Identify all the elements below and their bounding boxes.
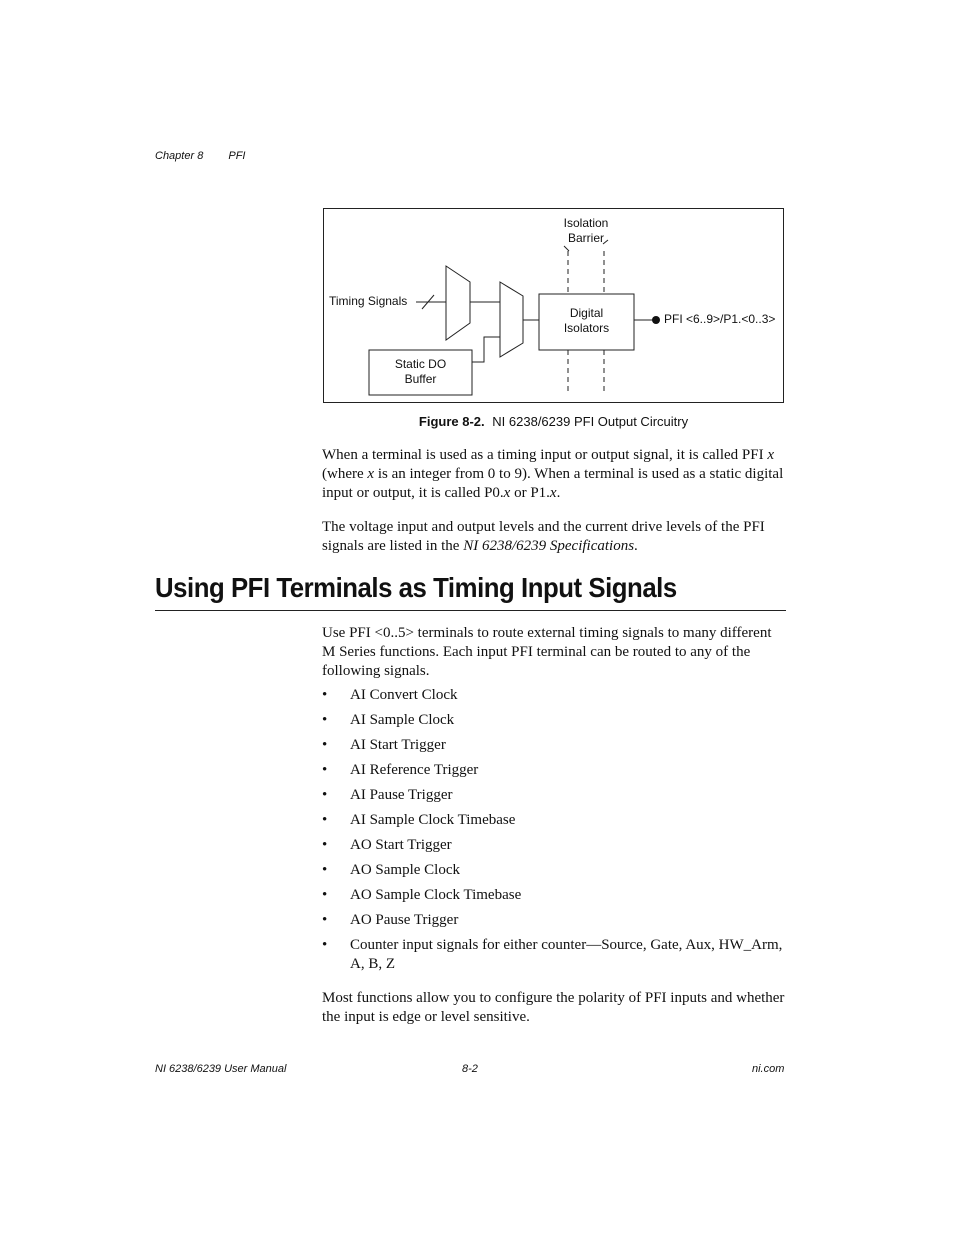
p1-text-3: is an integer from 0 to 9). When a terminal is used as a static digital input or output, it is called P0. — [322, 466, 784, 501]
mux-1 — [446, 266, 470, 340]
bullet-marker: • — [322, 712, 328, 728]
p1-text-4: or P1. — [510, 485, 550, 501]
list-item — [322, 836, 788, 855]
p2-text-1: The voltage input and output levels and the current drive levels of the PFI signals are listed in the — [322, 519, 765, 554]
p1-italic-2: x — [367, 466, 375, 482]
caption-number: Figure 8-2. — [418, 414, 485, 429]
list-item — [322, 736, 788, 755]
signal-list — [322, 686, 788, 980]
static-do-line2: Buffer — [404, 372, 437, 386]
list-item-text: AI Pause Trigger — [350, 787, 453, 803]
isolation-barrier-line2: Barrier — [567, 231, 604, 245]
paragraph-pfi-naming — [322, 446, 788, 503]
footer-page-number: 8-2 — [462, 1063, 478, 1075]
list-item-text: AO Sample Clock Timebase — [350, 887, 522, 903]
list-item — [322, 886, 788, 905]
p1-italic-3: x — [503, 485, 511, 501]
bullet-marker: • — [322, 787, 328, 803]
pfi-output-label: PFI <6..9>/P1.<0..3> — [664, 312, 776, 326]
figure-caption — [323, 414, 784, 429]
list-item — [322, 711, 788, 730]
p2-italic-spec: NI 6238/6239 Specifications — [463, 538, 635, 554]
running-head — [155, 150, 268, 162]
bullet-marker: • — [322, 687, 328, 703]
isolation-barrier-line1: Isolation — [563, 216, 609, 230]
list-item — [322, 936, 788, 974]
footer-website: ni.com — [752, 1063, 785, 1075]
paragraph-pfi-routing: Use PFI <0..5> terminals to route external timing signals to many different M Series functions. Each input PFI terminal can be routed to any of the following signals. — [322, 625, 772, 679]
isolation-barrier-label — [542, 216, 630, 246]
heading-rule — [155, 610, 786, 611]
digital-isolators-line2: Isolators — [563, 321, 610, 335]
p1-text-2: (where — [322, 466, 368, 482]
figure-pfi-output-circuitry — [323, 208, 784, 403]
bullet-marker: • — [322, 812, 328, 828]
section-heading: Using PFI Terminals as Timing Input Signals — [155, 572, 677, 603]
paragraph-polarity: Most functions allow you to configure the polarity of PFI inputs and whether the input is edge or level sensitive. — [322, 990, 785, 1025]
static-do-buffer-label — [369, 357, 472, 387]
list-item-text: AI Start Trigger — [350, 737, 446, 753]
bullet-marker: • — [322, 762, 328, 778]
list-item — [322, 911, 788, 930]
list-item — [322, 761, 788, 780]
list-item — [322, 861, 788, 880]
list-item — [322, 786, 788, 805]
p1-text-1: When a terminal is used as a timing input or output signal, it is called PFI — [322, 447, 768, 463]
p1-italic-4: x — [549, 485, 557, 501]
list-item — [322, 811, 788, 830]
list-item-text: AI Sample Clock Timebase — [350, 812, 516, 828]
p2-text-2: . — [634, 538, 638, 554]
list-item-text: Counter input signals for either counter—Source, Gate, Aux, HW_Arm, A, B, Z — [350, 937, 783, 972]
pfi-terminal-dot — [652, 316, 660, 324]
footer-manual-title: NI 6238/6239 User Manual — [155, 1063, 287, 1075]
p1-text-5: . — [556, 485, 561, 501]
bullet-marker: • — [322, 737, 328, 753]
list-item-text: AO Sample Clock — [350, 862, 460, 878]
static-do-line1: Static DO — [394, 357, 447, 371]
buffer-to-mux2-line — [472, 337, 500, 362]
caption-title: NI 6238/6239 PFI Output Circuitry — [492, 414, 689, 429]
list-item-text: AO Start Trigger — [350, 837, 452, 853]
mux-2 — [500, 282, 523, 357]
digital-isolators-line1: Digital — [569, 306, 604, 320]
barrier-tick-left — [564, 246, 569, 251]
bullet-marker: • — [322, 887, 328, 903]
list-item — [322, 686, 788, 705]
bullet-marker: • — [322, 862, 328, 878]
section-label: PFI — [228, 150, 246, 162]
p1-italic-1: x — [767, 447, 775, 463]
bullet-marker: • — [322, 937, 328, 953]
digital-isolators-label — [539, 306, 634, 336]
paragraph-voltage-levels — [322, 518, 788, 556]
list-item-text: AI Convert Clock — [350, 687, 458, 703]
list-item-text: AO Pause Trigger — [350, 912, 459, 928]
chapter-label: Chapter 8 — [155, 150, 204, 162]
list-item-text: AI Sample Clock — [350, 712, 455, 728]
timing-signals-label: Timing Signals — [329, 294, 408, 308]
bullet-marker: • — [322, 912, 328, 928]
list-item-text: AI Reference Trigger — [350, 762, 479, 778]
bullet-marker: • — [322, 837, 328, 853]
